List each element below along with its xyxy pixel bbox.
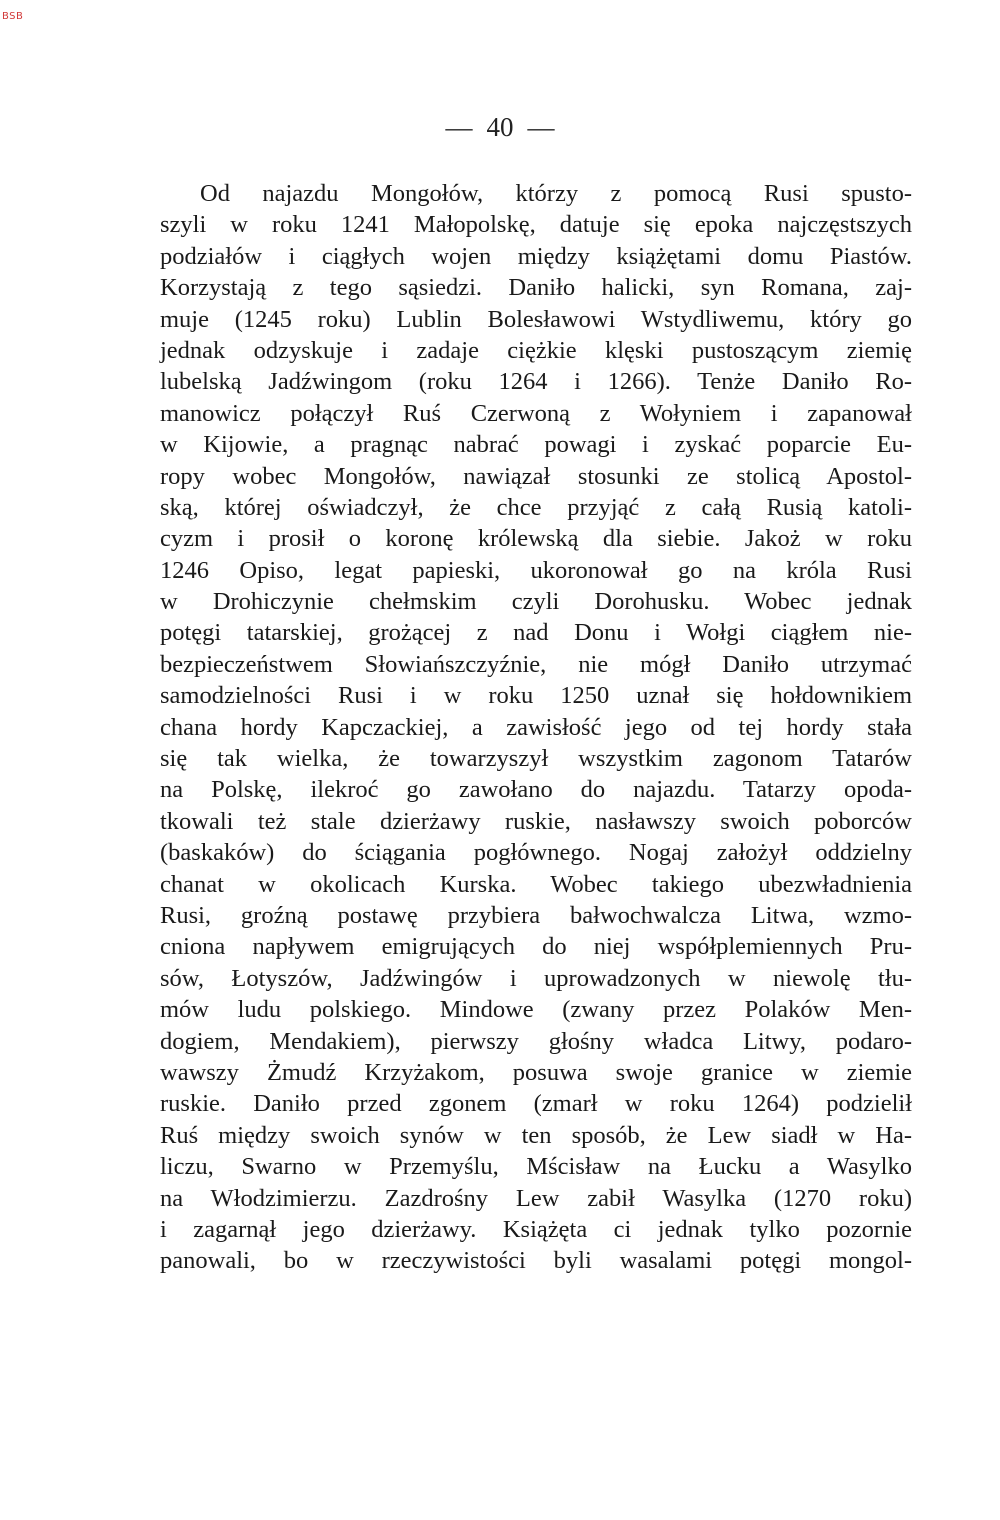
text-line: cyzm i prosił o koronę królewską dla siebie. Jakoż w roku [160,525,912,553]
text-line: jednak odzyskuje i zadaje ciężkie klęski pustoszącym ziemię [160,336,912,364]
text-line: dogiem, Mendakiem), pierwszy głośny władca Litwy, podaro- [160,1027,912,1055]
text-line: szyli w roku 1241 Małopolskę, datuje się epoka najczęstszych [160,211,912,239]
page-number-header [0,112,1000,143]
text-line: 1246 Opiso, legat papieski, ukoronował go na króla Rusi [160,556,912,584]
text-line: w Kijowie, a pragnąc nabrać powagi i zyskać poparcie Eu- [160,431,912,459]
page-number-dash-left: — [445,112,473,142]
text-line: panowali, bo w rzeczywistości byli wasalami potęgi mongol- [160,1247,912,1275]
text-line: manowicz połączył Ruś Czerwoną z Wołyniem i zapanował [160,399,912,427]
text-line: na Włodzimierzu. Zazdrośny Lew zabił Wasylka (1270 roku) [160,1184,912,1212]
text-line: Ruś między swoich synów w ten sposób, że Lew siadł w Ha- [160,1121,912,1149]
text-line: tkowali też stale dzierżawy ruskie, nasławszy swoich poborców [160,807,912,835]
text-line: muje (1245 roku) Lublin Bolesławowi Wstydliwemu, który go [160,305,912,333]
page-number-dash-right: — [527,112,555,142]
text-line: lubelską Jadźwingom (roku 1264 i 1266). Tenże Daniło Ro- [160,368,912,396]
body-paragraph [160,178,912,1277]
text-line: samodzielności Rusi i w roku 1250 uznał się hołdownikiem [160,682,912,710]
text-line: wawszy Żmudź Krzyżakom, posuwa swoje granice w ziemie [160,1058,912,1086]
text-line: podziałów i ciągłych wojen między książętami domu Piastów. [160,242,912,270]
text-line: Od najazdu Mongołów, którzy z pomocą Rusi spusto- [200,180,912,207]
text-line: liczu, Swarno w Przemyślu, Mścisław na Łucku a Wasylko [160,1153,912,1181]
text-line: na Polskę, ilekroć go zawołano do najazdu. Tatarzy opoda- [160,776,912,804]
text-line: bezpieczeństwem Słowiańszczyźnie, nie mógł Daniło utrzymać [160,650,912,678]
text-line: chanat w okolicach Kurska. Wobec takiego ubezwładnienia [160,870,912,898]
text-line: potęgi tatarskiej, grożącej z nad Donu i Wołgi ciągłem nie- [160,619,912,647]
text-line: ską, której oświadczył, że chce przyjąć z całą Rusią katoli- [160,493,912,521]
text-line: (baskaków) do ściągania pogłównego. Nogaj założył oddzielny [160,839,912,867]
text-line: ropy wobec Mongołów, nawiązał stosunki ze stolicą Apostol- [160,462,912,490]
text-line: sów, Łotyszów, Jadźwingów i uprowadzonych w niewolę tłu- [160,964,912,992]
text-line: Rusi, groźną postawę przybiera bałwochwalcza Litwa, wzmo- [160,901,912,929]
text-line: i zagarnął jego dzierżawy. Książęta ci jednak tylko pozornie [160,1215,912,1243]
text-line: chana hordy Kapczackiej, a zawisłość jego od tej hordy stała [160,713,912,741]
text-line: się tak wielka, że towarzyszył wszystkim zagonom Tatarów [160,745,912,773]
text-line: ruskie. Daniło przed zgonem (zmarł w roku 1264) podzielił [160,1090,912,1118]
text-line: mów ludu polskiego. Mindowe (zwany przez Polaków Men- [160,996,912,1024]
text-line: Korzystają z tego sąsiedzi. Daniło halicki, syn Romana, zaj- [160,274,912,302]
page-number: 40 [486,112,514,142]
library-watermark: BSB [2,11,24,22]
text-line: cniona napływem emigrujących do niej współplemiennych Pru- [160,933,912,961]
text-line: w Drohiczynie chełmskim czyli Dorohusku. Wobec jednak [160,588,912,616]
